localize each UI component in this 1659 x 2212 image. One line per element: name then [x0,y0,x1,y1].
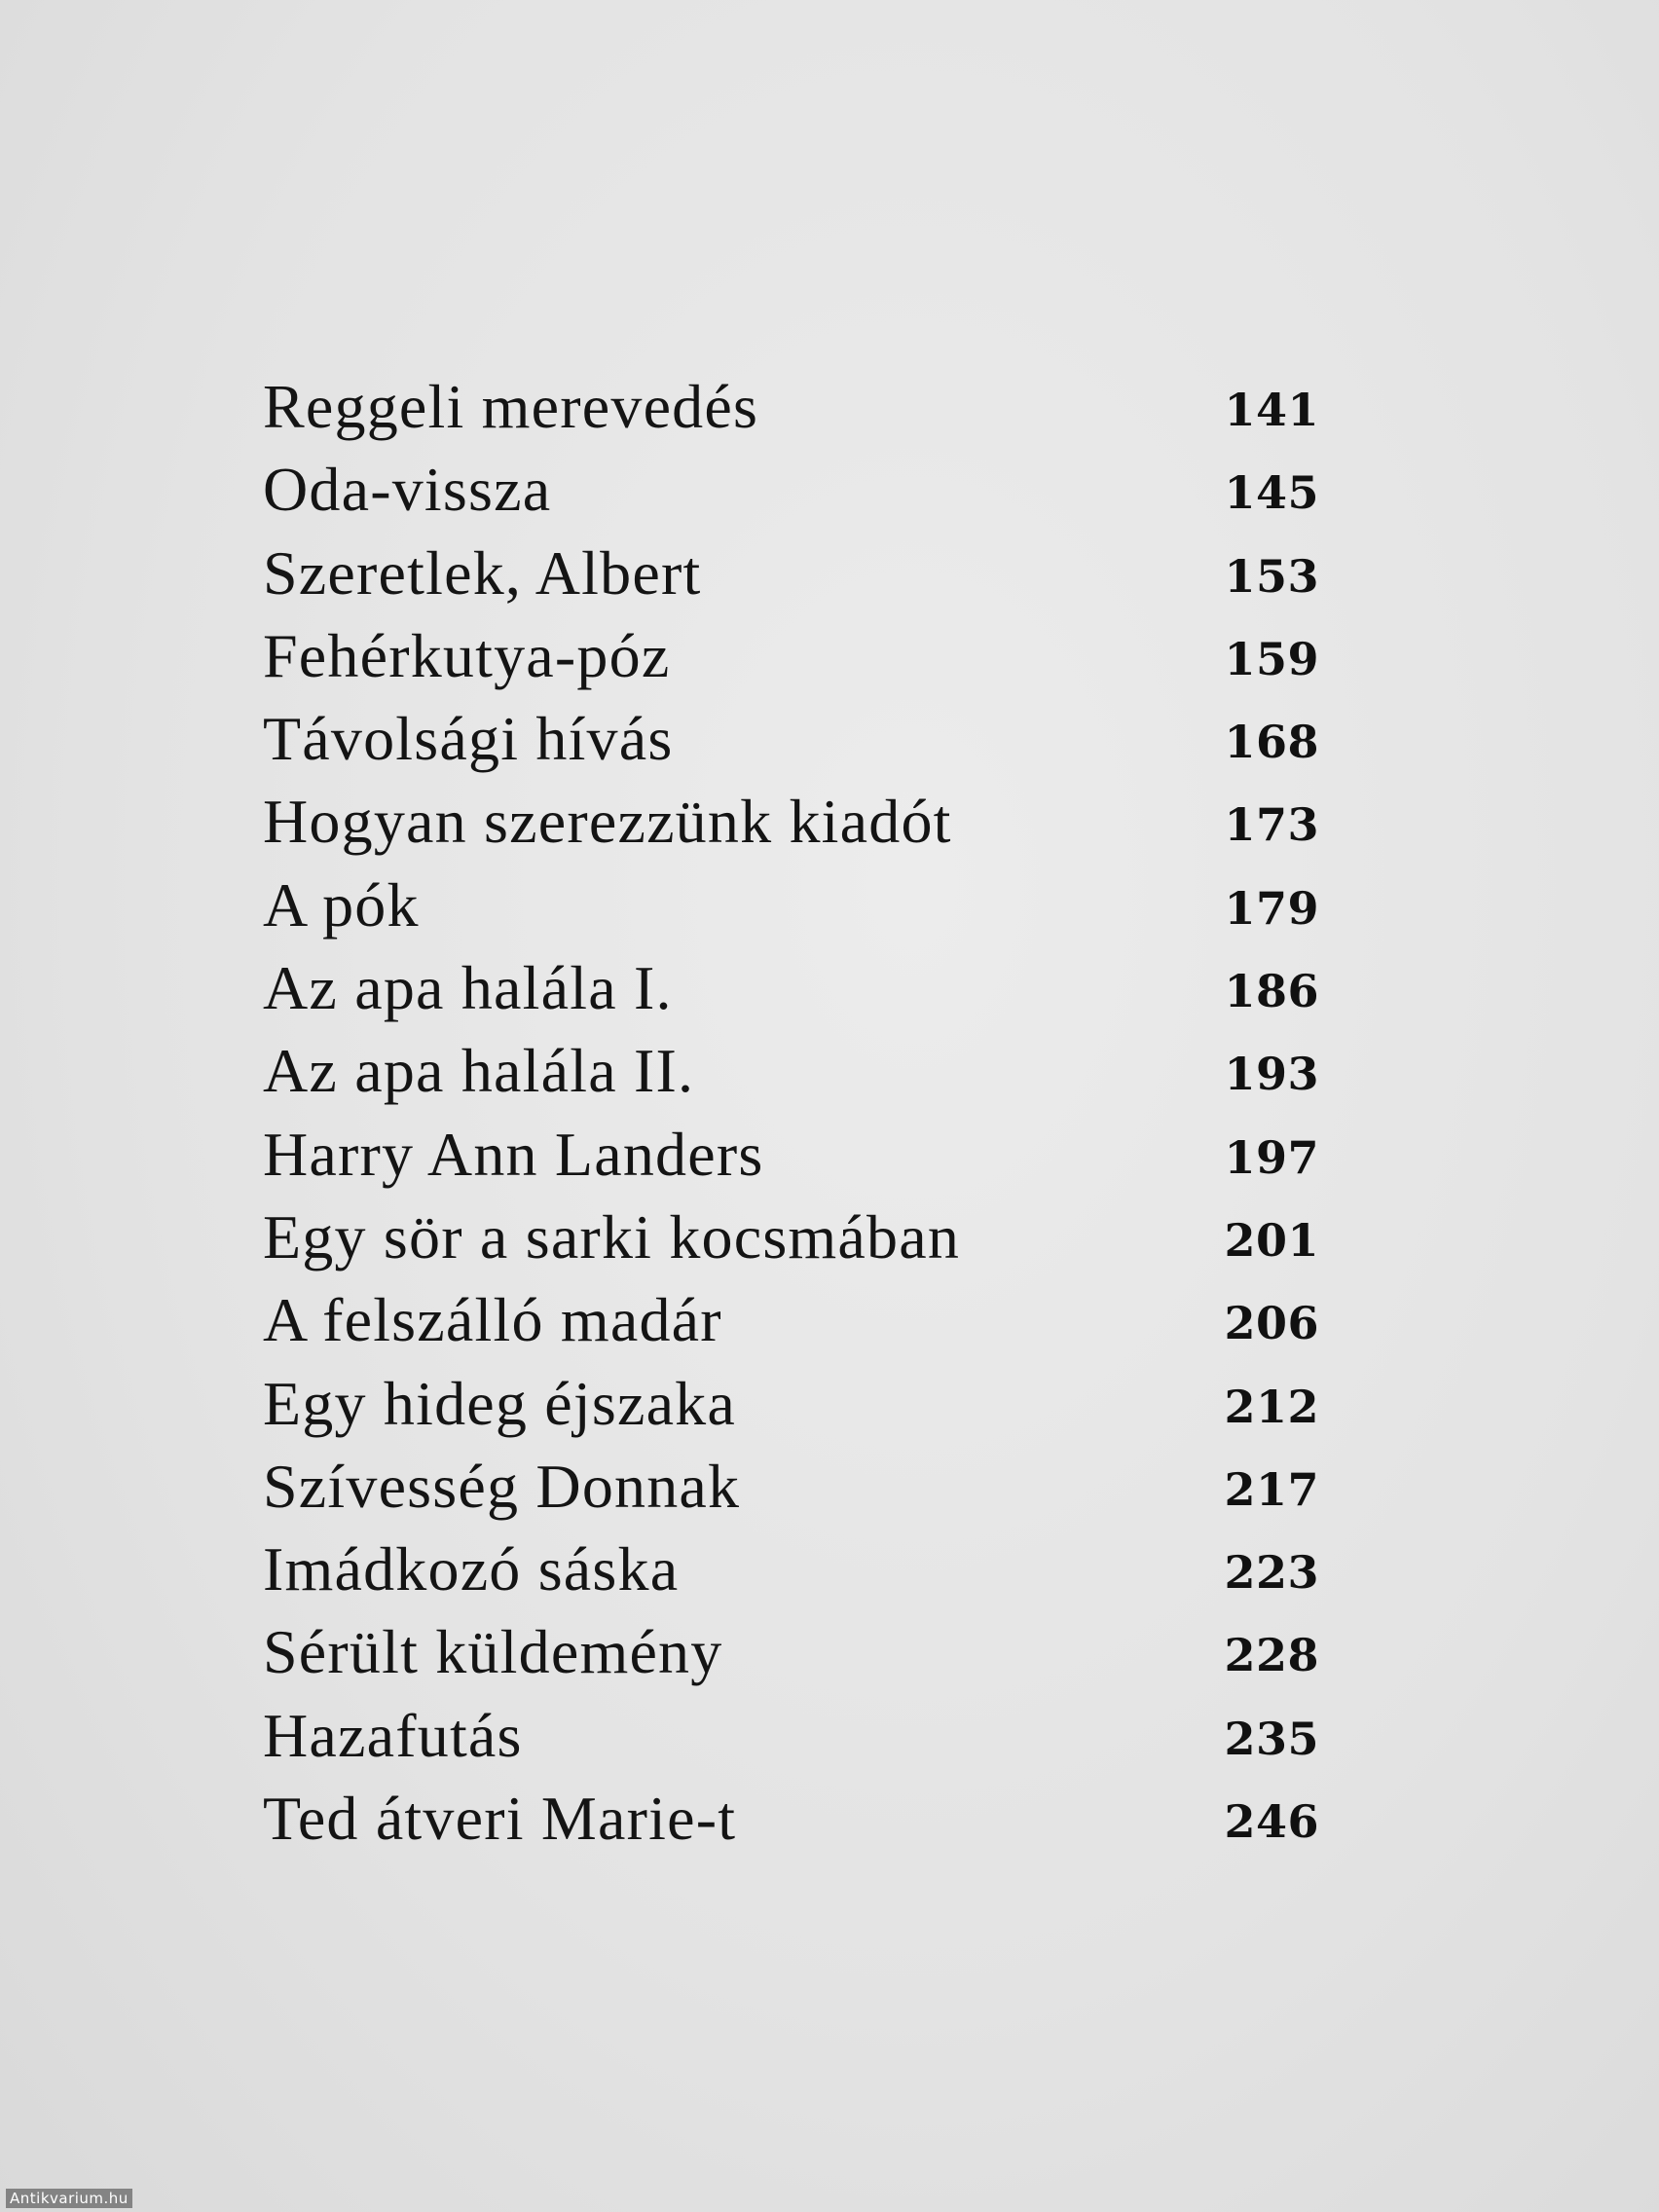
toc-entry-title: Szeretlek, Albert [263,537,702,608]
toc-entry [263,1694,1319,1777]
source-watermark: Antikvarium.hu [6,2189,132,2208]
toc-entry-title: A felszálló madár [263,1285,722,1355]
toc-entry [263,1029,1319,1112]
toc-entry-title: Egy sör a sarki kocsmában [263,1201,961,1272]
toc-entry-title: Hazafutás [263,1700,523,1770]
toc-entry-title: Az apa halála I. [263,953,673,1023]
toc-entry-page-number: 246 [1224,1795,1319,1849]
toc-entry-page-number: 179 [1224,881,1319,935]
toc-entry [263,697,1319,780]
table-of-contents [263,365,1319,1860]
toc-entry-page-number: 217 [1224,1462,1319,1516]
toc-entry-page-number: 228 [1224,1629,1319,1682]
toc-entry [263,1362,1319,1445]
toc-entry [263,864,1319,946]
toc-entry [263,532,1319,614]
toc-entry-page-number: 223 [1224,1546,1319,1600]
toc-entry-title: Oda-vissza [263,455,552,525]
toc-entry [263,365,1319,448]
toc-entry [263,1196,1319,1278]
toc-entry-title: A pók [263,869,420,940]
toc-entry-page-number: 153 [1224,549,1319,603]
toc-entry [263,614,1319,697]
toc-entry-page-number: 159 [1224,632,1319,685]
toc-entry-page-number: 193 [1224,1048,1319,1101]
toc-entry-title: Egy hideg éjszaka [263,1368,736,1438]
toc-entry-page-number: 168 [1224,716,1319,769]
toc-entry-page-number: 173 [1224,798,1319,852]
toc-entry-title: Fehérkutya-póz [263,620,671,690]
toc-entry [263,1278,1319,1361]
toc-entry-title: Ted átveri Marie-t [263,1784,737,1854]
toc-entry [263,1113,1319,1196]
toc-entry-page-number: 201 [1224,1213,1319,1267]
toc-entry-title: Reggeli merevedés [263,372,759,441]
toc-entry-title: Távolsági hívás [263,704,674,774]
toc-entry-title: Hogyan szerezzünk kiadót [263,787,952,857]
toc-entry [263,448,1319,531]
toc-entry [263,780,1319,863]
toc-entry-title: Imádkozó sáska [263,1534,680,1604]
toc-entry-page-number: 206 [1224,1297,1319,1350]
toc-entry-title: Szívesség Donnak [263,1451,741,1521]
toc-entry [263,1445,1319,1528]
toc-entry-title: Sérült küldemény [263,1617,723,1687]
toc-entry-page-number: 235 [1224,1712,1319,1765]
toc-entry-page-number: 145 [1224,466,1319,520]
toc-entry-page-number: 186 [1224,965,1319,1018]
toc-entry-title: Harry Ann Landers [263,1119,764,1189]
toc-entry [263,1777,1319,1860]
toc-entry-page-number: 141 [1224,384,1319,436]
toc-entry [263,946,1319,1029]
toc-entry-page-number: 197 [1224,1130,1319,1184]
toc-entry-title: Az apa halála II. [263,1036,695,1106]
toc-entry [263,1528,1319,1610]
toc-entry-page-number: 212 [1224,1380,1319,1433]
toc-entry [263,1610,1319,1693]
